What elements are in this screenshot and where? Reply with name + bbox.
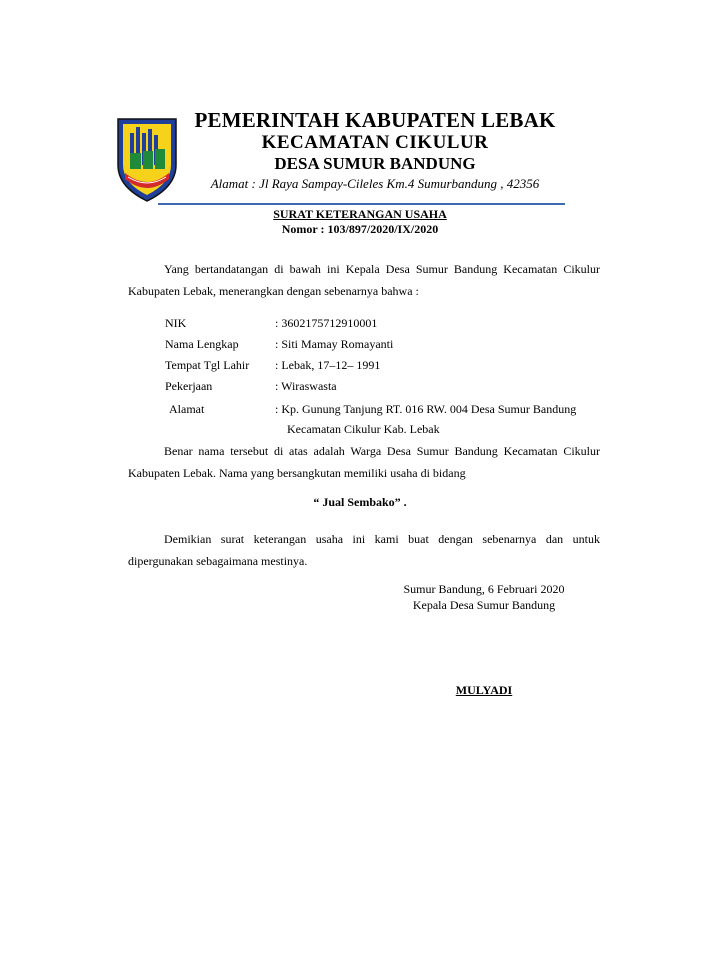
field-value-name: : Siti Mamay Romayanti — [275, 337, 394, 351]
closing-paragraph: Demikian surat keterangan usaha ini kami buat dengan sebenarnya dan untuk dipergunakan sebagaimana mestinya. — [128, 532, 600, 568]
letterhead-rule — [158, 203, 565, 205]
signature-position: Kepala Desa Sumur Bandung — [412, 598, 556, 612]
letterhead-district: KECAMATAN CIKULUR — [261, 132, 489, 153]
letterhead-village: DESA SUMUR BANDUNG — [274, 154, 476, 173]
field-label-address: Alamat — [169, 402, 205, 416]
field-label-nik: NIK — [165, 316, 187, 330]
field-value-address-cont: Kecamatan Cikulur Kab. Lebak — [287, 422, 440, 436]
letterhead-government: PEMERINTAH KABUPATEN LEBAK — [194, 108, 556, 132]
field-value-birth: : Lebak, 17–12– 1991 — [275, 358, 381, 372]
signature-name: MULYADI — [455, 683, 513, 697]
field-value-job: : Wiraswasta — [275, 379, 337, 393]
opening-paragraph: Yang bertandatangan di bawah ini Kepala Desa Sumur Bandung Kecamatan Cikulur Kabupaten Lebak, menerangkan dengan sebenarnya bahwa : — [128, 262, 600, 298]
field-label-job: Pekerjaan — [165, 379, 213, 393]
field-value-nik: : 3602175712910001 — [275, 316, 378, 330]
statement-paragraph: Benar nama tersebut di atas adalah Warga Desa Sumur Bandung Kecamatan Cikulur Kabupaten Lebak. Nama yang bersangkutan memiliki usaha di bidang — [128, 444, 600, 480]
business-field: “ Jual Sembako” . — [313, 495, 407, 509]
document-number: Nomor : 103/897/2020/IX/2020 — [281, 222, 439, 236]
document-title: SURAT KETERANGAN USAHA — [273, 207, 447, 221]
field-label-name: Nama Lengkap — [165, 337, 239, 351]
letterhead — [180, 108, 570, 193]
field-label-birth: Tempat Tgl Lahir — [165, 358, 250, 372]
field-value-address: : Kp. Gunung Tanjung RT. 016 RW. 004 Desa Sumur Bandung — [275, 402, 577, 416]
kabupaten-lebak-emblem-icon — [114, 113, 180, 203]
signature-place-date: Sumur Bandung, 6 Februari 2020 — [403, 582, 565, 596]
letterhead-address: Alamat : Jl Raya Sampay-Cileles Km.4 Sumurbandung , 42356 — [210, 176, 540, 191]
